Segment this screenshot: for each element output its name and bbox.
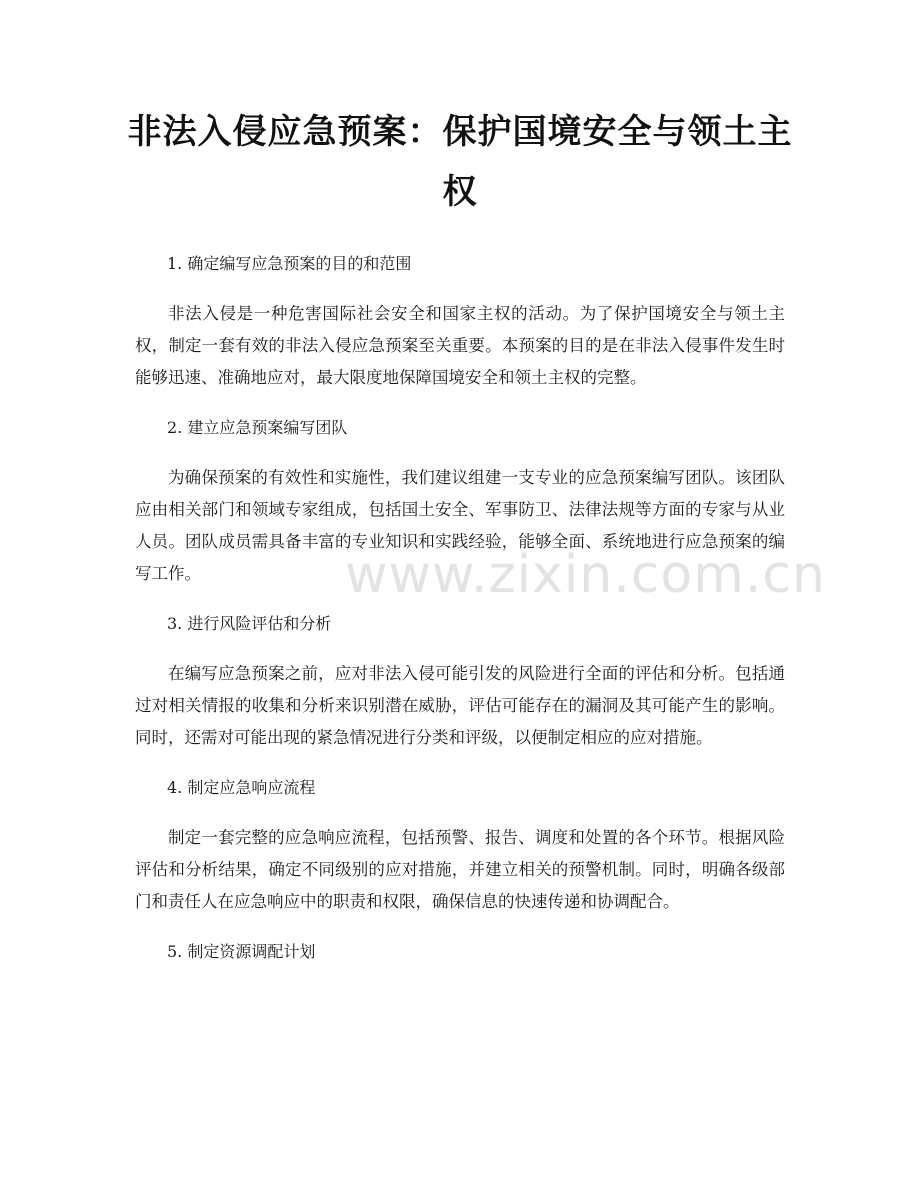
section-3 (135, 608, 785, 754)
section-1 (135, 248, 785, 394)
document-title: 非法入侵应急预案：保护国境安全与领土主权 (127, 112, 793, 212)
section-heading: 3. 进行风险评估和分析 (167, 614, 332, 633)
section-4 (135, 772, 785, 918)
document-body (135, 248, 785, 986)
section-paragraph: 在编写应急预案之前，应对非法入侵可能引发的风险进行全面的评估和分析。包括通过对相关情报的收集和分析来识别潜在威胁，评估可能存在的漏洞及其可能产生的影响。同时，还需对可能出现的紧急情况进行分类和评级，以便制定相应的应对措施。 (135, 664, 785, 747)
section-paragraph: 非法入侵是一种危害国际社会安全和国家主权的活动。为了保护国境安全与领土主权，制定一套有效的非法入侵应急预案至关重要。本预案的目的是在非法入侵事件发生时能够迅速、准确地应对，最大限度地保障国境安全和领土主权的完整。 (135, 304, 785, 387)
section-heading: 1. 确定编写应急预案的目的和范围 (167, 254, 412, 273)
watermark: www.zixin.com.cn (345, 545, 826, 605)
section-heading: 4. 制定应急响应流程 (167, 778, 316, 797)
section-heading: 2. 建立应急预案编写团队 (167, 418, 348, 437)
section-5 (135, 936, 785, 968)
section-paragraph: 为确保预案的有效性和实施性，我们建议组建一支专业的应急预案编写团队。该团队应由相关部门和领域专家组成，包括国土安全、军事防卫、法律法规等方面的专家与从业人员。团队成员需具备丰富的专业知识和实践经验，能够全面、系统地进行应急预案的编写工作。 (135, 468, 785, 583)
section-paragraph: 制定一套完整的应急响应流程，包括预警、报告、调度和处置的各个环节。根据风险评估和分析结果，确定不同级别的应对措施，并建立相关的预警机制。同时，明确各级部门和责任人在应急响应中的职责和权限，确保信息的快速传递和协调配合。 (135, 828, 785, 911)
section-heading: 5. 制定资源调配计划 (167, 942, 316, 961)
section-2 (135, 412, 785, 590)
